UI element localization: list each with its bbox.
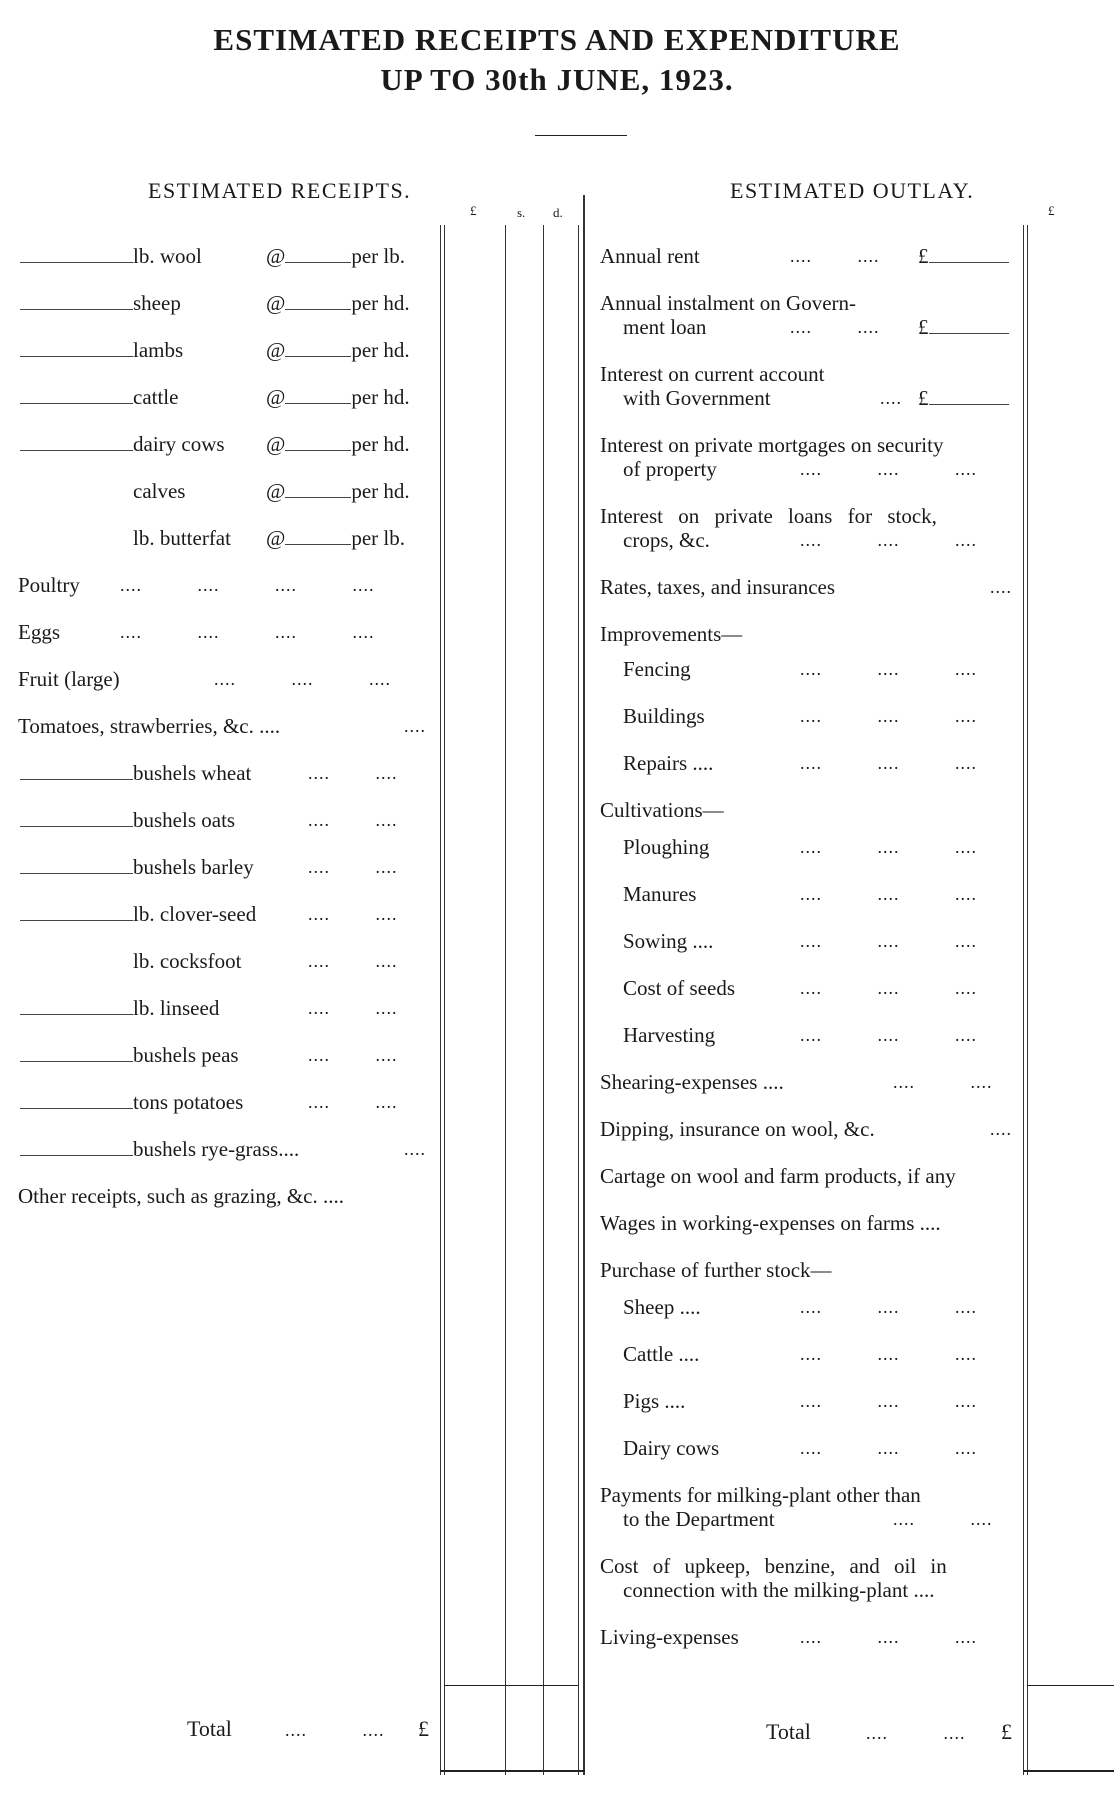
cultivation-row: Harvesting [623,1023,716,1047]
outlay-shearing-dots: .... .... [893,1072,993,1092]
crop-row-dots: .... .... [308,1092,398,1112]
receipts-rule-3 [505,225,506,1775]
receipt-rate-at: @ per lb. [266,244,405,268]
outlay-cultivations: Cultivations— [600,798,724,822]
improvement-row-dots: .... .... .... [800,706,977,726]
outlay-instalment-dots: .... .... [790,317,880,337]
receipt-rate-row: calves [133,479,186,503]
receipts-col-pence: d. [553,205,563,220]
cultivation-row-dots: .... .... .... [800,1025,977,1045]
crop-row: bushels peas [20,1043,239,1067]
crop-row-dots: .... [404,1139,426,1159]
receipt-row-dots: .... .... .... .... [120,575,375,595]
outlay-total-sign: £ [1001,1719,1012,1744]
outlay-bottom-rule [1023,1770,1114,1772]
purchase-row-dots: .... .... .... [800,1391,977,1411]
outlay-milking-dots: .... .... [893,1509,993,1529]
outlay-annual-rent-dots: .... .... [790,246,880,266]
receipt-rate-row: dairy cows [20,432,225,456]
title-divider [535,135,627,136]
crop-row-dots: .... .... [308,810,398,830]
outlay-interest-current-dots: .... [880,388,902,408]
outlay-upkeep-line1: Cost of upkeep, benzine, and oil in [600,1554,947,1578]
outlay-living-dots: .... .... .... [800,1627,977,1647]
outlay-instalment-line2: ment loan [623,315,707,339]
outlay-milking-line2: to the Department [623,1507,775,1531]
outlay-col-pound: £ [1048,203,1055,218]
crop-row-dots: .... .... [308,857,398,877]
crop-row: tons potatoes [20,1090,243,1114]
outlay-annual-rent-sign: £ [918,244,1009,268]
crop-row: bushels rye-grass.... [20,1137,299,1161]
receipt-row-dots: .... .... .... [214,669,391,689]
cultivation-row: Sowing .... [623,929,714,953]
outlay-shearing: Shearing-expenses .... [600,1070,784,1094]
cultivation-row: Cost of seeds [623,976,735,1000]
receipt-row-dots: .... .... .... .... [120,622,375,642]
receipt-rate-row: lb. butterfat [133,526,231,550]
crop-row: bushels barley [20,855,254,879]
other-receipts: Other receipts, such as grazing, &c. .... [18,1184,344,1208]
outlay-rates-taxes: Rates, taxes, and insurances [600,575,836,599]
outlay-annual-rent: Annual rent [600,244,700,268]
receipt-row: Fruit (large) [18,667,120,691]
improvement-row: Repairs .... [623,751,714,775]
receipts-rule-4 [543,225,544,1775]
receipt-rate-row: lb. wool [20,244,202,268]
receipt-rate-at: @ per hd. [266,291,410,315]
receipts-total-label: Total [187,1716,232,1741]
outlay-interest-mortgage-line2: of property [623,457,717,481]
outlay-instalment-line1: Annual instalment on Govern- [600,291,857,315]
outlay-heading: ESTIMATED OUTLAY. [730,178,975,203]
outlay-dipping: Dipping, insurance on wool, &c. [600,1117,875,1141]
cultivation-row: Manures [623,882,697,906]
centre-rule [583,195,585,1775]
purchase-row-dots: .... .... .... [800,1297,977,1317]
improvement-row-dots: .... .... .... [800,753,977,773]
cultivation-row-dots: .... .... .... [800,931,977,951]
page-subtitle: UP TO 30th JUNE, 1923. [380,62,734,97]
receipts-rule-1 [440,225,441,1775]
outlay-total-rule [1027,1685,1114,1686]
crop-row-dots: .... .... [308,998,398,1018]
outlay-interest-mortgage-dots: .... .... .... [800,459,977,479]
outlay-living: Living-expenses [600,1625,739,1649]
receipts-col-pound: £ [470,203,477,218]
receipts-total-rule [444,1685,578,1686]
receipts-total-dots: .... .... [285,1720,385,1740]
purchase-row-dots: .... .... .... [800,1438,977,1458]
crop-row-dots: .... .... [308,763,398,783]
improvement-row: Buildings [623,704,705,728]
outlay-total-dots: .... .... [866,1723,966,1743]
receipt-rate-at: @ per hd. [266,385,410,409]
receipt-rate-row: sheep [20,291,181,315]
cultivation-row-dots: .... .... .... [800,884,977,904]
receipt-rate-at: @ per hd. [266,432,410,456]
purchase-row: Cattle .... [623,1342,700,1366]
purchase-row-dots: .... .... .... [800,1344,977,1364]
outlay-instalment-sign: £ [918,315,1009,339]
receipt-rate-at: @ per lb. [266,526,405,550]
outlay-rule-2 [1027,225,1028,1775]
receipts-total-sign: £ [418,1716,429,1741]
crop-row-dots: .... .... [308,904,398,924]
improvement-row: Fencing [623,657,691,681]
receipt-rate-row: lambs [20,338,183,362]
receipts-rule-5 [578,225,579,1775]
outlay-rule-1 [1023,225,1024,1775]
page-title: ESTIMATED RECEIPTS AND EXPENDITURE [213,22,901,57]
outlay-interest-current-line2: with Government [623,386,771,410]
receipt-row-dots: .... [404,716,426,736]
outlay-interest-loans-line1: Interest on private loans for stock, [600,504,937,528]
crop-row: lb. linseed [20,996,219,1020]
outlay-rates-taxes-dots: .... [990,577,1012,597]
receipt-rate-at: @ per hd. [266,479,410,503]
cultivation-row-dots: .... .... .... [800,978,977,998]
outlay-dipping-dots: .... [990,1119,1012,1139]
purchase-row: Sheep .... [623,1295,701,1319]
outlay-interest-loans-line2: crops, &c. [623,528,710,552]
receipt-rate-row: cattle [20,385,178,409]
crop-row: lb. clover-seed [20,902,256,926]
outlay-interest-mortgage-line1: Interest on private mortgages on security [600,433,944,457]
receipts-col-shillings: s. [517,205,526,220]
outlay-interest-current-line1: Interest on current account [600,362,825,386]
cultivation-row-dots: .... .... .... [800,837,977,857]
outlay-interest-current-sign: £ [918,386,1009,410]
purchase-row: Pigs .... [623,1389,686,1413]
receipts-bottom-rule [440,1770,585,1772]
crop-row: bushels wheat [20,761,251,785]
receipts-rule-2 [444,225,445,1775]
outlay-wages: Wages in working-expenses on farms .... [600,1211,941,1235]
outlay-purchase: Purchase of further stock— [600,1258,832,1282]
outlay-improvements: Improvements— [600,622,743,646]
receipts-heading: ESTIMATED RECEIPTS. [148,178,412,203]
outlay-cartage: Cartage on wool and farm products, if any [600,1164,956,1188]
cultivation-row: Ploughing [623,835,710,859]
outlay-upkeep-line2: connection with the milking-plant .... [623,1578,935,1602]
outlay-interest-loans-dots: .... .... .... [800,530,977,550]
purchase-row: Dairy cows [623,1436,720,1460]
receipt-row: Eggs [18,620,60,644]
receipt-row: Tomatoes, strawberries, &c. .... [18,714,281,738]
crop-row: bushels oats [20,808,235,832]
outlay-total-label: Total [766,1719,811,1744]
crop-row-dots: .... .... [308,1045,398,1065]
outlay-milking-line1: Payments for milking-plant other than [600,1483,921,1507]
crop-row-dots: .... .... [308,951,398,971]
crop-row: lb. cocksfoot [133,949,242,973]
receipt-rate-at: @ per hd. [266,338,410,362]
receipt-row: Poultry [18,573,80,597]
improvement-row-dots: .... .... .... [800,659,977,679]
